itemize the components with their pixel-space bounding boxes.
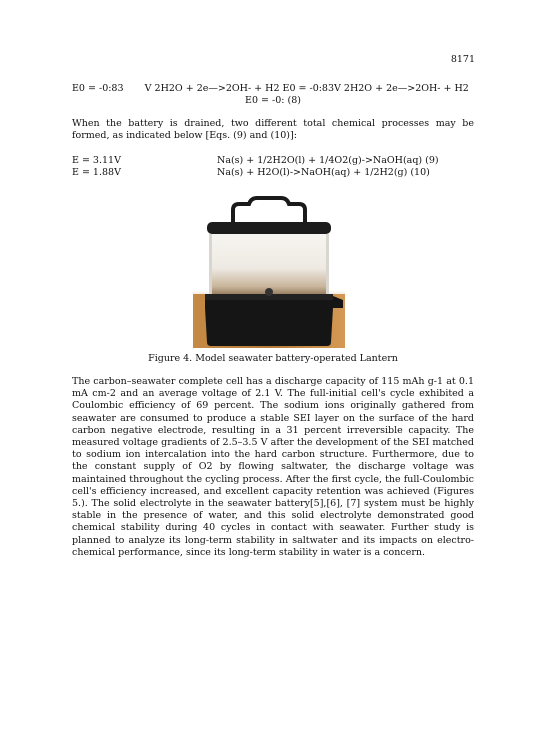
lantern-lid — [207, 222, 331, 234]
reaction-row-10 — [72, 167, 474, 179]
reaction-voltage: E = 1.88V — [72, 167, 121, 178]
led-indicator — [265, 288, 273, 296]
reaction-formula: Na(s) + 1/2H2O(l) + 1/4O2(g)->NaOH(aq) (9) — [217, 155, 439, 166]
figure-caption: Figure 4. Model seawater battery-operated Lantern — [148, 353, 398, 364]
paragraph-carbon-seawater-cell: The carbon–seawater complete cell has a discharge capacity of 115 mAh g-1 at 0.1 mA cm-2 and an average voltage of 2.1 V. The full-initial cell's cycle exhibited a Coulombic efficiency of 69 percent. The sodium ions originally gathered from seawater are consumed to produce a stable SEI layer on the surface of the hard carbon negative electrode, resulting in a 31 percent irreversible capacity. The measured voltage gradients of 2.5–3.5 V after the development of the SEI matched to sodium ion intercalation into the hard carbon structure. Furthermore, due to the constant supply of O2 by flowing saltwater, the discharge voltage was maintained throughout the cycling process. After the first cycle, the full-Coulombic cell's efficiency increased, and excellent capacity retention was achieved (Figures 5.). The solid electrolyte in the seawater battery[5],[6], [7] system must be highly stable in the presence of water, and this solid electrolyte demonstrated good chemical stability during 40 cycles in contact with seawater. Further study is planned to analyze its long-term stability in saltwater and its impacts on electro-chemical performance, since its long-term stability in water is a concern. — [72, 376, 474, 558]
lantern-base — [205, 296, 343, 346]
paragraph-battery-drained: When the battery is drained, two different total chemical processes may be formed, as indicated below [Eqs. (9) and (10)]: — [72, 118, 474, 142]
page-number: 8171 — [450, 54, 475, 65]
reaction-row-9 — [72, 155, 474, 167]
lantern-illustration — [193, 196, 345, 348]
reaction-list — [72, 155, 474, 179]
lantern-photo — [193, 196, 345, 348]
equation-block-8 — [72, 83, 474, 107]
reaction-voltage: E = 3.11V — [72, 155, 121, 166]
water-chamber — [209, 234, 329, 296]
reaction-formula: Na(s) + H2O(l)->NaOH(aq) + 1/2H2(g) (10) — [217, 167, 430, 178]
equation-line-1: E0 = -0:83 V 2H2O + 2e—>2OH- + H2 E0 = -0:83V 2H2O + 2e—>2OH- + H2 — [72, 83, 469, 94]
equation-line-2: E0 = -0: (8) — [245, 95, 301, 106]
